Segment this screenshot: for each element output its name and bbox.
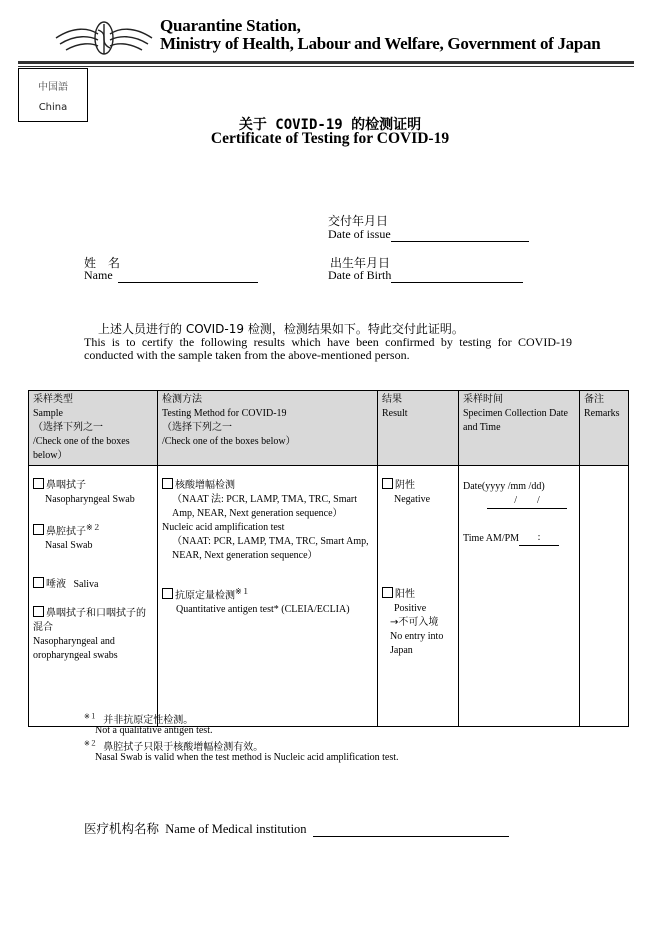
- result-note-en: No entry into Japan: [390, 631, 444, 656]
- sample-option-mixed[interactable]: [33, 606, 153, 663]
- method-detail-zh: （NAAT 法: PCR, LAMP, TMA, TRC, Smart Amp, NEAR, Next generation sequence）: [172, 494, 358, 519]
- header-method-en: Testing Method for COVID-19: [162, 408, 287, 419]
- result-option-negative[interactable]: [382, 478, 454, 507]
- institution-label-zh: 医疗机构名称: [84, 821, 160, 836]
- date-input[interactable]: / /: [487, 494, 567, 509]
- sample-label-en: Saliva: [73, 579, 99, 591]
- date-of-birth-label-zh: 出生年月日: [330, 256, 391, 270]
- header-result-zh: 结果: [382, 394, 402, 405]
- time-input[interactable]: [463, 531, 575, 546]
- checkbox[interactable]: [382, 478, 393, 489]
- name-field[interactable]: [84, 268, 258, 283]
- header-method-zh: 检测方法: [162, 394, 202, 405]
- method-label-zh: 抗原定量检测: [175, 590, 235, 602]
- date-of-birth-label: Date of Birth: [328, 268, 392, 282]
- remarks-cell[interactable]: [580, 466, 629, 727]
- name-label: Name: [84, 268, 113, 282]
- statement-chinese: 上述人员进行的 COVID-19 检测，检测结果如下。特此交付此证明。: [98, 322, 464, 336]
- header-result-en: Result: [382, 408, 408, 419]
- sample-label-zh: 唾液: [46, 579, 66, 591]
- results-table: [28, 390, 629, 727]
- header-divider: [18, 61, 634, 64]
- title-english: Certificate of Testing for COVID-19: [210, 130, 450, 147]
- footnote-1-mark: ※１: [84, 712, 97, 721]
- language-native: 中国語: [38, 82, 68, 93]
- method-detail-en: （NAAT: PCR, LAMP, TMA, TRC, Smart Amp, NEAR, Next generation sequence）: [172, 536, 369, 561]
- footnote-1-text-zh: 并非抗原定性检测。: [103, 715, 194, 726]
- result-option-positive[interactable]: [382, 587, 454, 658]
- header-result: [378, 391, 459, 466]
- institution-field[interactable]: [84, 819, 509, 837]
- method-label-en: Quantitative antigen test* (CLEIA/ECLIA): [176, 604, 350, 616]
- time-cell: [459, 466, 580, 727]
- sample-option-saliva[interactable]: [33, 577, 153, 592]
- checkbox[interactable]: [33, 478, 44, 489]
- header-method-hint-en: /Check one of the boxes below）: [162, 436, 296, 447]
- result-cell: [378, 466, 459, 727]
- checkbox[interactable]: [382, 587, 393, 598]
- header-time: [459, 391, 580, 466]
- date-of-issue-line: [391, 229, 529, 242]
- name-line: [118, 270, 258, 283]
- header-sample: [29, 391, 158, 466]
- checkbox[interactable]: [162, 478, 173, 489]
- method-option-naat[interactable]: [162, 478, 373, 563]
- sample-cell: [29, 466, 158, 727]
- sample-option-nasopharyngeal[interactable]: [33, 478, 153, 507]
- name-label-zh: 姓 名: [84, 256, 121, 270]
- footnote-1-zh: [84, 711, 193, 726]
- footnote-mark: ※１: [235, 587, 250, 596]
- sample-label-zh: 鼻咽拭子: [46, 480, 86, 491]
- table-header-row: [29, 391, 629, 466]
- statement-english: This is to certify the following results which have been confirmed by testing for COVID-19 conducted with the sample taken from the above-mentioned person.: [84, 335, 572, 362]
- header-title-line1: Quarantine Station,: [160, 16, 301, 35]
- checkbox[interactable]: [33, 524, 44, 535]
- time-label: Time AM/PM: [463, 533, 520, 544]
- result-label-zh: 阳性: [395, 589, 415, 600]
- title-chinese: 关于 COVID-19 的检测证明: [238, 117, 422, 133]
- sample-label-en: Nasopharyngeal and oropharyngeal swabs: [33, 636, 118, 662]
- header-time-zh: 采样时间: [463, 394, 503, 405]
- header-sample-hint-zh: （选择下列之一: [33, 422, 103, 433]
- header-time-en: Specimen Collection Date and Time: [463, 408, 568, 433]
- header-sample-zh: 采样类型: [33, 394, 73, 405]
- date-of-birth-field[interactable]: [328, 268, 523, 283]
- header-sample-hint-en: /Check one of the boxes below）: [33, 436, 130, 461]
- header-method-hint-zh: （选择下列之一: [162, 422, 232, 433]
- header-remarks-en: Remarks: [584, 408, 620, 419]
- header-title-line2: Ministry of Health, Labour and Welfare, Government of Japan: [160, 34, 601, 53]
- footnote-2-text-zh: 鼻腔拭子只限于核酸增幅检测有效。: [103, 742, 264, 753]
- sample-label-zh: 鼻咽拭子和口咽拭子的混合: [33, 608, 146, 634]
- method-cell: [158, 466, 378, 727]
- sample-option-nasal[interactable]: [33, 521, 153, 553]
- institution-line: [313, 824, 509, 837]
- header-remarks: [580, 391, 629, 466]
- result-note-zh: →不可入境: [390, 617, 439, 628]
- date-of-issue-label: Date of issue: [328, 227, 391, 241]
- checkbox[interactable]: [33, 606, 44, 617]
- checkbox[interactable]: [33, 577, 44, 588]
- result-label-en: Negative: [394, 494, 431, 505]
- sample-label-en: Nasal Swab: [45, 540, 93, 552]
- method-label-zh: 核酸增幅检测: [175, 480, 235, 491]
- footnote-2-en: Nasal Swab is valid when the test method is Nucleic acid amplification test.: [95, 752, 399, 763]
- method-label-en: Nucleic acid amplification test: [162, 522, 285, 533]
- footnote-mark: ※２: [86, 523, 101, 532]
- table-body-row: [29, 466, 629, 727]
- header-method: [158, 391, 378, 466]
- time-line: :: [519, 531, 559, 546]
- result-label-en: Positive: [394, 603, 427, 614]
- result-label-zh: 阴性: [395, 480, 415, 491]
- date-of-birth-line: [391, 270, 523, 283]
- date-label: Date(yyyy /mm /dd): [463, 481, 545, 492]
- method-option-antigen[interactable]: [162, 585, 373, 617]
- header-remarks-zh: 备注: [584, 394, 604, 405]
- quarantine-emblem-icon: [54, 16, 154, 62]
- date-of-issue-label-zh: 交付年月日: [328, 214, 389, 228]
- footnote-2-mark: ※２: [84, 739, 97, 748]
- footnote-2-zh: [84, 738, 263, 753]
- institution-label-en: Name of Medical institution: [165, 822, 307, 836]
- sample-label-en: Nasopharyngeal Swab: [45, 494, 135, 505]
- language-english: China: [38, 102, 68, 113]
- date-of-issue-field[interactable]: [328, 227, 529, 242]
- sample-label-zh: 鼻腔拭子: [46, 526, 86, 538]
- footnote-1-en: Not a qualitative antigen test.: [95, 725, 213, 736]
- header-divider-thin: [18, 66, 634, 67]
- header-sample-en: Sample: [33, 408, 63, 419]
- checkbox[interactable]: [162, 588, 173, 599]
